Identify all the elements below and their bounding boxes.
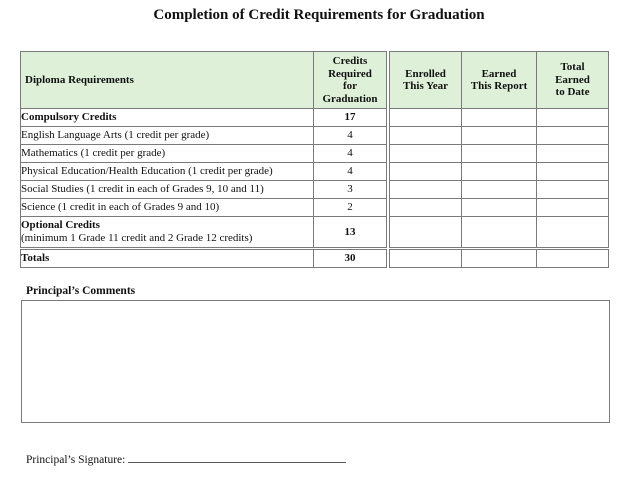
principals-comments-label: Principal’s Comments xyxy=(26,285,136,297)
credits-required-value: 17 xyxy=(314,109,387,127)
enrolled-this-year-cell[interactable] xyxy=(390,109,462,127)
total-earned-cell[interactable] xyxy=(537,127,609,145)
table-row-optional xyxy=(21,217,609,249)
credits-required-value: 3 xyxy=(314,181,387,199)
enrolled-this-year-cell[interactable] xyxy=(390,163,462,181)
row-label: English Language Arts (1 credit per grade) xyxy=(21,127,314,145)
row-label: Totals xyxy=(21,249,314,268)
total-earned-cell[interactable] xyxy=(537,249,609,268)
earned-this-report-cell[interactable] xyxy=(462,127,537,145)
header-credits-required-line: for xyxy=(342,80,358,92)
header-credits-required-line: Credits xyxy=(332,55,368,67)
optional-credits-label: Optional Credits xyxy=(21,219,100,231)
principals-comments-box[interactable] xyxy=(21,300,610,423)
header-earned-line: This Report xyxy=(470,80,528,92)
header-credits-required-line: Graduation xyxy=(322,92,378,105)
enrolled-this-year-cell[interactable] xyxy=(390,249,462,268)
header-credits-required xyxy=(314,52,387,109)
credits-required-value: 4 xyxy=(314,145,387,163)
earned-this-report-cell[interactable] xyxy=(462,199,537,217)
table-row xyxy=(21,181,609,199)
earned-this-report-cell[interactable] xyxy=(462,163,537,181)
signature-line[interactable] xyxy=(128,452,346,463)
enrolled-this-year-cell[interactable] xyxy=(390,217,462,249)
row-label: Physical Education/Health Education (1 credit per grade) xyxy=(21,163,314,181)
header-earned-this-report xyxy=(462,52,537,109)
row-label xyxy=(21,217,314,249)
credits-required-value: 2 xyxy=(314,199,387,217)
header-diploma-requirements: Diploma Requirements xyxy=(21,52,314,109)
table-header-row xyxy=(21,52,609,109)
header-enrolled-line: This Year xyxy=(402,80,449,92)
enrolled-this-year-cell[interactable] xyxy=(390,127,462,145)
enrolled-this-year-cell[interactable] xyxy=(390,199,462,217)
earned-this-report-cell[interactable] xyxy=(462,217,537,249)
page-title: Completion of Credit Requirements for Graduation xyxy=(153,7,485,23)
enrolled-this-year-cell[interactable] xyxy=(390,181,462,199)
header-total-line: Earned xyxy=(555,73,590,86)
credits-required-value: 4 xyxy=(314,163,387,181)
enrolled-this-year-cell[interactable] xyxy=(390,145,462,163)
row-label: Mathematics (1 credit per grade) xyxy=(21,145,314,163)
row-label: Social Studies (1 credit in each of Grades 9, 10 and 11) xyxy=(21,181,314,199)
earned-this-report-cell[interactable] xyxy=(462,109,537,127)
credit-requirements-table xyxy=(20,51,609,268)
earned-this-report-cell[interactable] xyxy=(462,145,537,163)
table-row xyxy=(21,145,609,163)
total-earned-cell[interactable] xyxy=(537,181,609,199)
row-label: Science (1 credit in each of Grades 9 and 10) xyxy=(21,199,314,217)
header-total-earned xyxy=(537,52,609,109)
total-earned-cell[interactable] xyxy=(537,217,609,249)
credits-required-value: 4 xyxy=(314,127,387,145)
header-total-line: to Date xyxy=(555,86,590,99)
header-enrolled-this-year xyxy=(390,52,462,109)
table-row xyxy=(21,163,609,181)
optional-credits-note: (minimum 1 Grade 11 credit and 2 Grade 12 credits) xyxy=(21,232,253,244)
total-earned-cell[interactable] xyxy=(537,109,609,127)
header-total-line: Total xyxy=(560,61,585,74)
header-enrolled-line: Enrolled xyxy=(405,67,446,80)
table-row-compulsory xyxy=(21,109,609,127)
signature-label: Principal’s Signature: xyxy=(26,454,126,466)
table-row xyxy=(21,199,609,217)
table-row-totals xyxy=(21,249,609,268)
total-earned-cell[interactable] xyxy=(537,145,609,163)
credits-required-value: 13 xyxy=(314,217,387,249)
credits-required-value: 30 xyxy=(314,249,387,268)
header-credits-required-line: Required xyxy=(328,67,372,80)
earned-this-report-cell[interactable] xyxy=(462,249,537,268)
table-row xyxy=(21,127,609,145)
header-earned-line: Earned xyxy=(481,67,517,80)
total-earned-cell[interactable] xyxy=(537,163,609,181)
row-label: Compulsory Credits xyxy=(21,109,314,127)
earned-this-report-cell[interactable] xyxy=(462,181,537,199)
signature-row xyxy=(26,452,346,466)
total-earned-cell[interactable] xyxy=(537,199,609,217)
